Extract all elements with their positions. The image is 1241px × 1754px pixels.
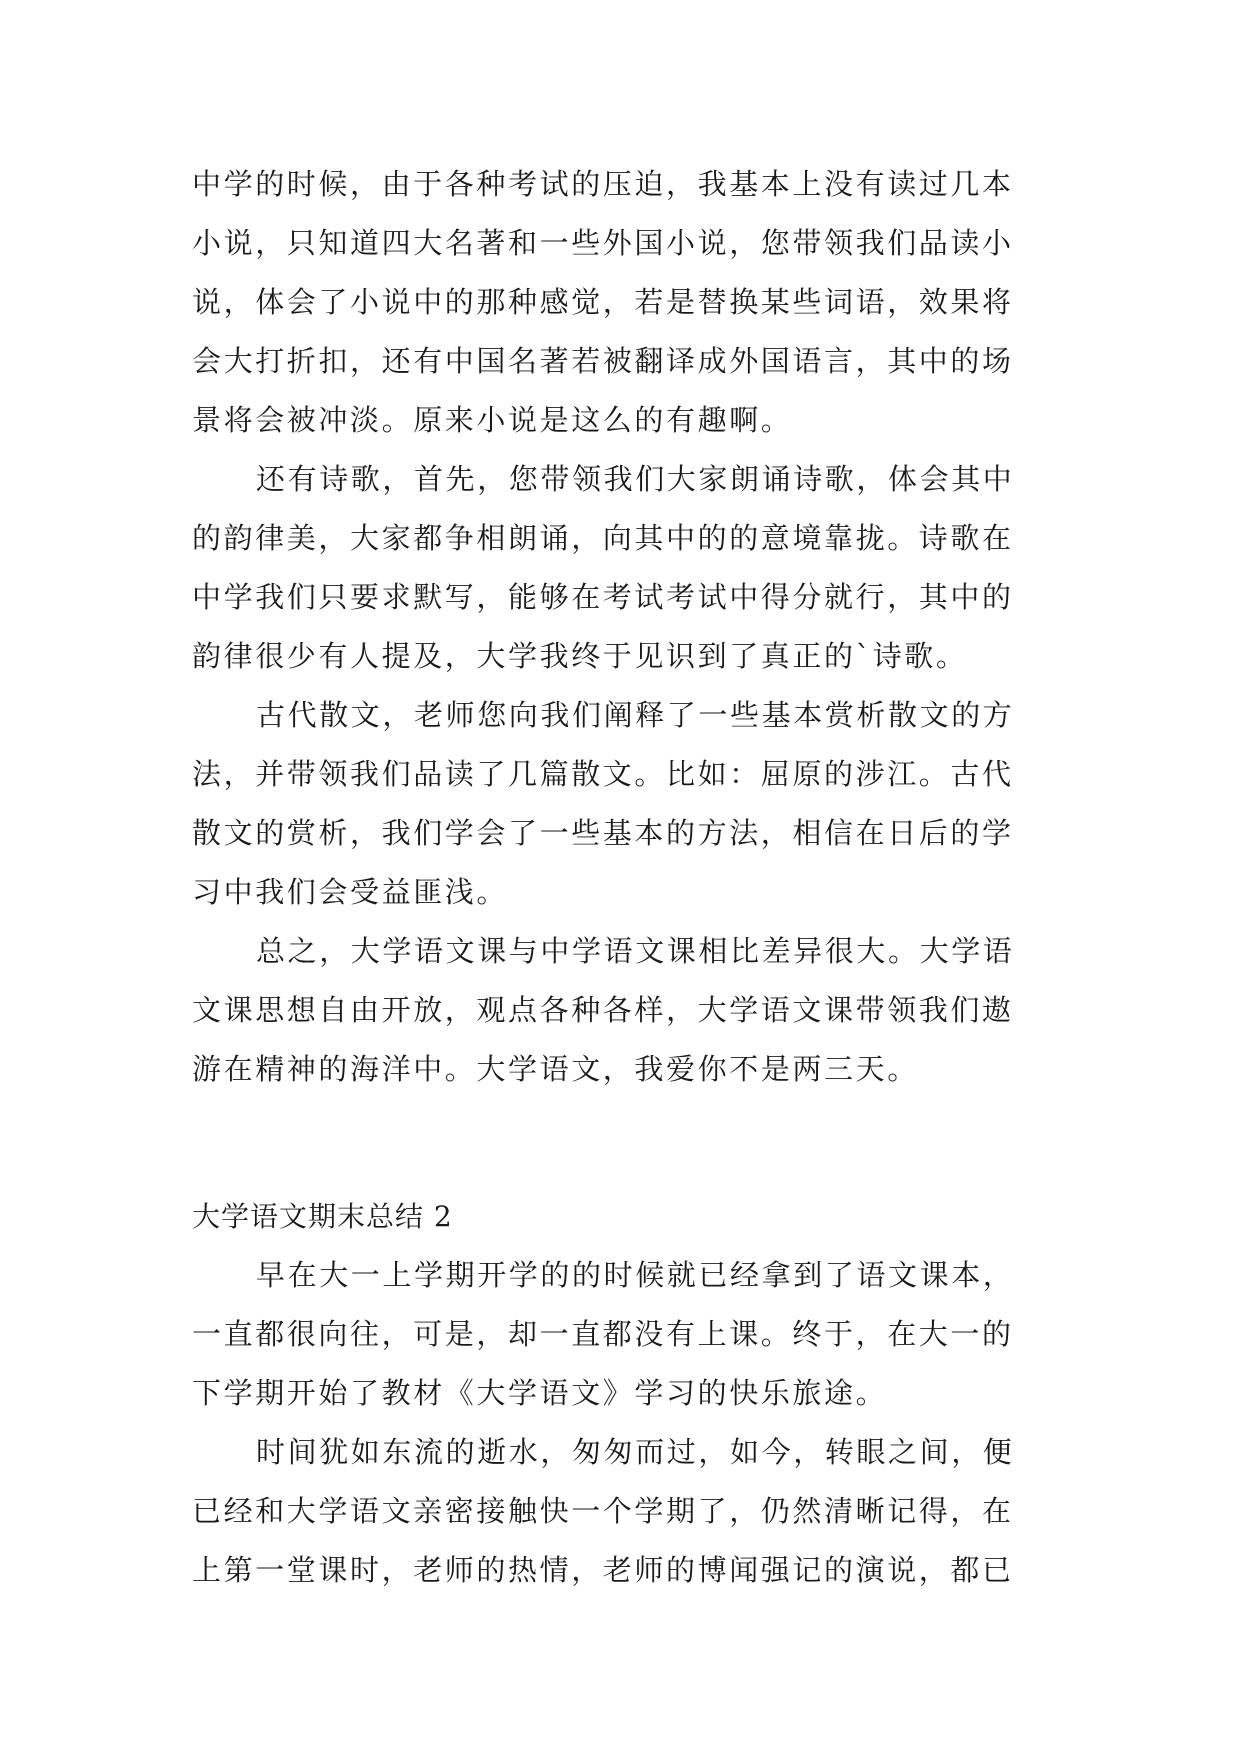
text-line: 韵律很少有人提及，大学我终于见识到了真正的`诗歌。 xyxy=(192,639,968,673)
text-line: 游在精神的海洋中。大学语文，我爱你不是两三天。 xyxy=(192,1052,919,1086)
text-line: 早在大一上学期开学的的时候就已经拿到了语文课本， xyxy=(256,1258,1015,1292)
text-line: 还有诗歌，首先，您带领我们大家朗诵诗歌，体会其中 xyxy=(256,462,1015,496)
text-line: 已经和大学语文亲密接触快一个学期了，仍然清晰记得，在 xyxy=(192,1494,1014,1528)
text-line: 会大打折扣，还有中国名著若被翻译成外国语言，其中的场 xyxy=(192,344,1014,378)
paragraph xyxy=(192,686,1060,922)
text-line: 中学的时候，由于各种考试的压迫，我基本上没有读过几本 xyxy=(192,167,1014,201)
text-line: 散文的赏析，我们学会了一些基本的方法，相信在日后的学 xyxy=(192,816,1014,850)
text-line: 景将会被冲淡。原来小说是这么的有趣啊。 xyxy=(192,403,793,437)
text-line: 一直都很向往，可是，却一直都没有上课。终于，在大一的 xyxy=(192,1317,1014,1351)
text-line: 下学期开始了教材《大学语文》学习的快乐旅途。 xyxy=(192,1376,888,1410)
text-line: 法，并带领我们品读了几篇散文。比如：屈原的涉江。古代 xyxy=(192,757,1014,791)
text-line: 古代散文，老师您向我们阐释了一些基本赏析散文的方 xyxy=(256,698,1015,732)
paragraph xyxy=(192,450,1060,686)
paragraph xyxy=(192,155,1060,450)
document-body xyxy=(192,155,1060,1600)
text-line: 中学我们只要求默写，能够在考试考试中得分就行，其中的 xyxy=(192,580,1014,614)
paragraph xyxy=(192,922,1060,1099)
paragraph xyxy=(192,1246,1060,1423)
text-line: 习中我们会受益匪浅。 xyxy=(192,875,509,909)
text-line: 的韵律美，大家都争相朗诵，向其中的的意境靠拢。诗歌在 xyxy=(192,521,1014,555)
section-gap xyxy=(192,1099,1060,1187)
section-heading: 大学语文期末总结 2 xyxy=(192,1200,453,1233)
text-line: 时间犹如东流的逝水，匆匆而过，如今，转眼之间，便 xyxy=(256,1435,1015,1469)
text-line: 小说，只知道四大名著和一些外国小说，您带领我们品读小 xyxy=(192,226,1014,260)
text-line: 总之，大学语文课与中学语文课相比差异很大。大学语 xyxy=(256,934,1015,968)
text-line: 说，体会了小说中的那种感觉，若是替换某些词语，效果将 xyxy=(192,285,1014,319)
text-line: 上第一堂课时，老师的热情，老师的博闻强记的演说，都已 xyxy=(192,1553,1014,1587)
text-line: 文课思想自由开放，观点各种各样，大学语文课带领我们遨 xyxy=(192,993,1014,1027)
paragraph xyxy=(192,1423,1060,1600)
